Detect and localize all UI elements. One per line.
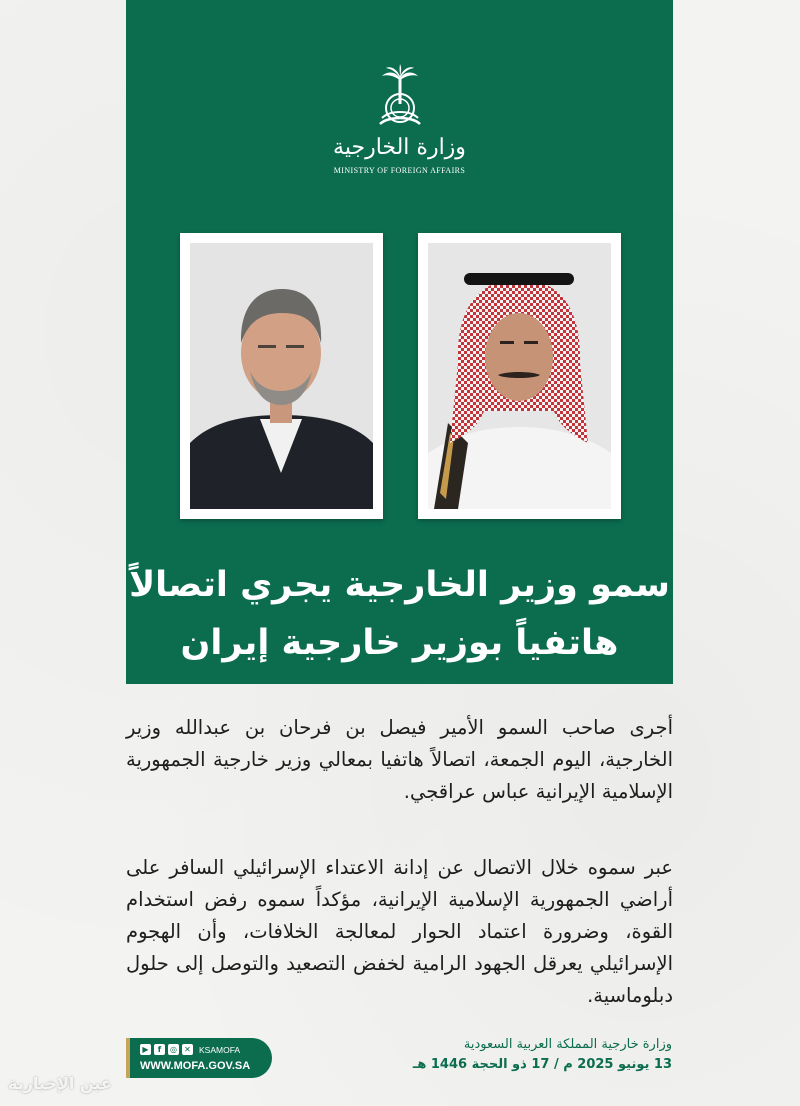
- social-accent-bar: [126, 1038, 130, 1078]
- ministry-name-arabic: وزارة الخارجية: [333, 135, 466, 160]
- website-link[interactable]: WWW.MOFA.GOV.SA: [140, 1060, 251, 1072]
- social-handle[interactable]: KSAMOFA: [199, 1044, 241, 1055]
- youtube-icon[interactable]: ▶: [140, 1044, 151, 1055]
- footer-date: 13 يونيو 2025 م / 17 ذو الحجة 1446 هـ: [412, 1057, 672, 1072]
- portrait-iranian-minister: [180, 233, 383, 519]
- body-paragraph-1: أجرى صاحب السمو الأمير فيصل بن فرحان بن عبدالله وزير الخارجية، اليوم الجمعة، اتصالاً هاتفيا بمعالي وزير خارجية الجمهورية الإسلامية الإيرانية عباس عراقجي.: [126, 716, 673, 803]
- watermark: عين الإخبارية: [8, 1074, 112, 1093]
- instagram-icon[interactable]: ◎: [168, 1044, 179, 1055]
- facebook-icon[interactable]: f: [154, 1044, 165, 1055]
- footer-source: وزارة خارجية المملكة العربية السعودية: [463, 1037, 672, 1052]
- headline-line-2: هاتفياً بوزير خارجية إيران: [180, 623, 619, 663]
- portrait-man-shemagh-image: [428, 243, 611, 509]
- social-links-panel: [126, 1038, 272, 1078]
- ministry-name-english: MINISTRY OF FOREIGN AFFAIRS: [333, 166, 466, 175]
- headline-line-1: سمو وزير الخارجية يجري اتصالاً: [129, 565, 670, 605]
- headline: [126, 556, 673, 672]
- portrait-man-suit-image: [190, 243, 373, 509]
- x-icon[interactable]: ✕: [182, 1044, 193, 1055]
- body-paragraph-2: عبر سموه خلال الاتصال عن إدانة الاعتداء الإسرائيلي السافر على أراضي الجمهورية الإسلامية الإيرانية، مؤكداً سموه رفض استخدام القوة، وضرورة اعتماد الحوار لمعالجة الخلافات، وأن الهجوم الإسرائيلي يعرقل الجهود الرامية لخفض التصعيد والتوصل إلى حلول دبلوماسية.: [126, 856, 673, 1007]
- portrait-saudi-minister: [418, 233, 621, 519]
- saudi-emblem-icon: [364, 64, 436, 136]
